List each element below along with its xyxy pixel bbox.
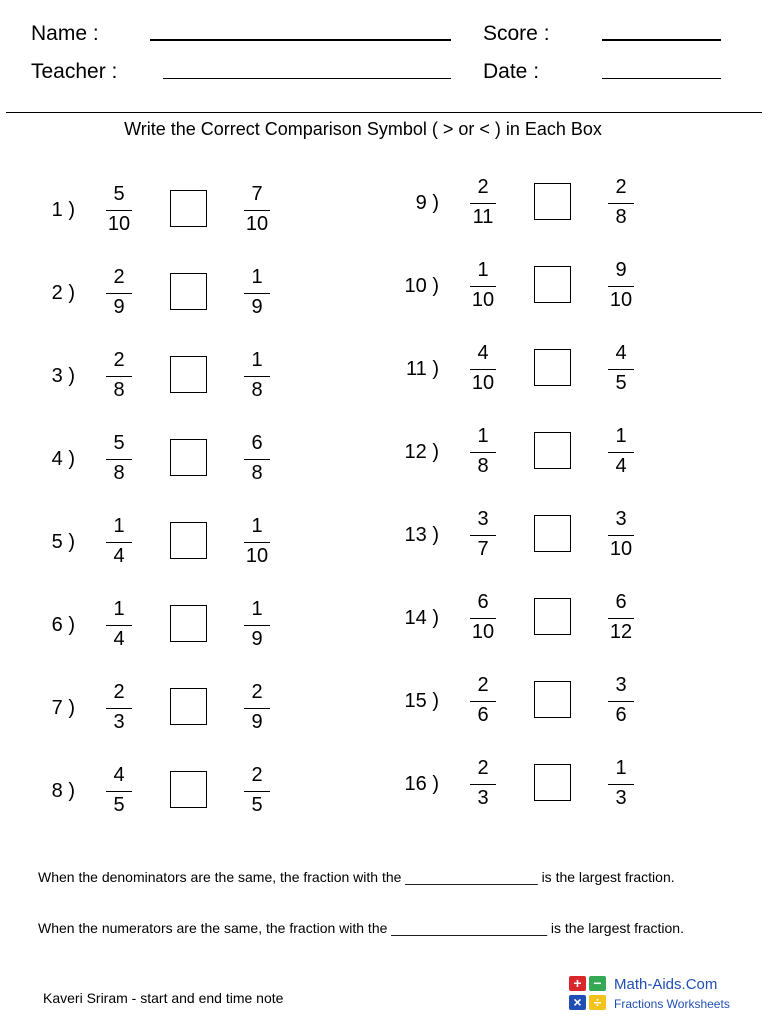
numerator: 1 <box>251 598 263 620</box>
problem-number: 2 ) <box>51 282 75 304</box>
denominator: 8 <box>113 462 125 484</box>
denominator: 10 <box>245 213 269 235</box>
instructions: Write the Correct Comparison Symbol ( > or < ) in Each Box <box>124 119 602 139</box>
denominator: 8 <box>615 206 627 228</box>
problem-number: 14 ) <box>404 607 439 629</box>
denominator: 10 <box>471 372 495 394</box>
answer-box[interactable] <box>534 681 571 718</box>
problem-number: 10 ) <box>404 275 439 297</box>
numerator: 2 <box>615 176 627 198</box>
fraction-bar <box>470 452 496 453</box>
left-fraction <box>463 339 503 399</box>
footer-note: Kaveri Sriram - start and end time note <box>43 990 284 1006</box>
right-fraction <box>601 588 641 648</box>
right-fraction <box>601 339 641 399</box>
problem-number: 12 ) <box>404 441 439 463</box>
right-fraction <box>601 505 641 565</box>
denominator: 10 <box>471 289 495 311</box>
fraction-bar <box>470 618 496 619</box>
answer-box[interactable] <box>534 349 571 386</box>
fraction-bar <box>608 701 634 702</box>
problem-number: 16 ) <box>404 773 439 795</box>
date-label: Date : <box>483 60 540 83</box>
answer-box[interactable] <box>534 515 571 552</box>
numerator: 4 <box>615 342 627 364</box>
denominator: 5 <box>615 372 627 394</box>
problem-11 <box>0 339 768 399</box>
problem-number: 9 ) <box>415 192 439 214</box>
problem-number: 3 ) <box>51 365 75 387</box>
teacher-label: Teacher : <box>31 60 118 83</box>
fraction-bar <box>470 203 496 204</box>
numerator: 4 <box>477 342 489 364</box>
problem-number: 6 ) <box>51 614 75 636</box>
numerator: 2 <box>477 674 489 696</box>
times-icon: × <box>569 995 586 1010</box>
numerator: 2 <box>113 266 125 288</box>
numerator: 2 <box>251 764 263 786</box>
teacher-line[interactable] <box>163 78 451 79</box>
answer-box[interactable] <box>534 598 571 635</box>
denominator: 10 <box>609 289 633 311</box>
score-line[interactable] <box>602 39 721 41</box>
problem-number: 7 ) <box>51 697 75 719</box>
name-line[interactable] <box>150 39 451 41</box>
fraction-bar <box>608 452 634 453</box>
brand-name[interactable]: Math-Aids.Com <box>614 976 718 993</box>
denominator: 10 <box>245 545 269 567</box>
denominator: 9 <box>113 296 125 318</box>
same-numerators-sentence: When the numerators are the same, the fraction with the ____________________ is the largest fraction. <box>38 920 684 936</box>
left-fraction <box>463 256 503 316</box>
score-label: Score : <box>483 22 550 45</box>
answer-box[interactable] <box>534 183 571 220</box>
left-fraction <box>463 422 503 482</box>
problem-number: 11 ) <box>406 358 439 380</box>
numerator: 3 <box>615 508 627 530</box>
numerator: 1 <box>251 515 263 537</box>
denominator: 11 <box>472 206 494 228</box>
denominator: 8 <box>251 379 263 401</box>
numerator: 1 <box>251 266 263 288</box>
numerator: 9 <box>615 259 627 281</box>
problem-12 <box>0 422 768 482</box>
left-fraction <box>463 173 503 233</box>
problem-number: 8 ) <box>51 780 75 802</box>
numerator: 6 <box>615 591 627 613</box>
denominator: 6 <box>615 704 627 726</box>
fraction-bar <box>608 618 634 619</box>
denominator: 4 <box>113 628 125 650</box>
denominator: 7 <box>477 538 489 560</box>
numerator: 1 <box>113 515 125 537</box>
numerator: 1 <box>113 598 125 620</box>
left-fraction <box>463 588 503 648</box>
fraction-bar <box>608 535 634 536</box>
numerator: 2 <box>251 681 263 703</box>
denominator: 8 <box>477 455 489 477</box>
problem-number: 13 ) <box>404 524 439 546</box>
numerator: 1 <box>615 757 627 779</box>
denominator: 3 <box>477 787 489 809</box>
fraction-bar <box>608 203 634 204</box>
denominator: 10 <box>609 538 633 560</box>
numerator: 1 <box>615 425 627 447</box>
fraction-bar <box>470 701 496 702</box>
fraction-bar <box>470 369 496 370</box>
denominator: 8 <box>113 379 125 401</box>
denominator: 5 <box>113 794 125 816</box>
right-fraction <box>601 671 641 731</box>
left-fraction <box>463 671 503 731</box>
problem-15 <box>0 671 768 731</box>
denominator: 4 <box>615 455 627 477</box>
fraction-bar <box>470 535 496 536</box>
denominator: 12 <box>609 621 633 643</box>
numerator: 6 <box>251 432 263 454</box>
fraction-bar <box>608 369 634 370</box>
denominator: 10 <box>107 213 131 235</box>
denominator: 8 <box>251 462 263 484</box>
numerator: 3 <box>477 508 489 530</box>
left-fraction <box>463 754 503 814</box>
right-fraction <box>601 256 641 316</box>
denominator: 3 <box>615 787 627 809</box>
problem-number: 4 ) <box>51 448 75 470</box>
fraction-bar <box>608 286 634 287</box>
denominator: 4 <box>113 545 125 567</box>
header-divider <box>6 112 762 113</box>
math-aids-logo-icon <box>569 976 609 1012</box>
problem-number: 15 ) <box>404 690 439 712</box>
date-line[interactable] <box>602 78 721 79</box>
problem-number: 1 ) <box>51 199 75 221</box>
numerator: 2 <box>113 349 125 371</box>
brand-subtitle: Fractions Worksheets <box>614 997 730 1011</box>
denominator: 3 <box>113 711 125 733</box>
answer-box[interactable] <box>534 764 571 801</box>
numerator: 1 <box>477 425 489 447</box>
numerator: 4 <box>113 764 125 786</box>
fraction-bar <box>608 784 634 785</box>
numerator: 1 <box>477 259 489 281</box>
problem-13 <box>0 505 768 565</box>
denominator: 9 <box>251 296 263 318</box>
denominator: 9 <box>251 628 263 650</box>
right-fraction <box>601 754 641 814</box>
numerator: 2 <box>477 176 489 198</box>
right-fraction <box>601 422 641 482</box>
denominator: 5 <box>251 794 263 816</box>
numerator: 2 <box>113 681 125 703</box>
left-fraction <box>463 505 503 565</box>
answer-box[interactable] <box>534 266 571 303</box>
numerator: 5 <box>113 183 125 205</box>
denominator: 6 <box>477 704 489 726</box>
same-denominators-sentence: When the denominators are the same, the fraction with the _________________ is the largest fraction. <box>38 869 675 885</box>
numerator: 2 <box>477 757 489 779</box>
numerator: 5 <box>113 432 125 454</box>
denominator: 9 <box>251 711 263 733</box>
fraction-bar <box>470 286 496 287</box>
plus-icon: + <box>569 976 586 991</box>
numerator: 7 <box>251 183 263 205</box>
numerator: 1 <box>251 349 263 371</box>
divide-icon: ÷ <box>589 995 606 1010</box>
numerator: 6 <box>477 591 489 613</box>
right-fraction <box>601 173 641 233</box>
problem-9 <box>0 173 768 233</box>
problem-14 <box>0 588 768 648</box>
minus-icon: − <box>589 976 606 991</box>
fraction-bar <box>470 784 496 785</box>
denominator: 10 <box>471 621 495 643</box>
problem-16 <box>0 754 768 814</box>
numerator: 3 <box>615 674 627 696</box>
answer-box[interactable] <box>534 432 571 469</box>
name-label: Name : <box>31 22 99 45</box>
problem-number: 5 ) <box>51 531 75 553</box>
problem-10 <box>0 256 768 316</box>
